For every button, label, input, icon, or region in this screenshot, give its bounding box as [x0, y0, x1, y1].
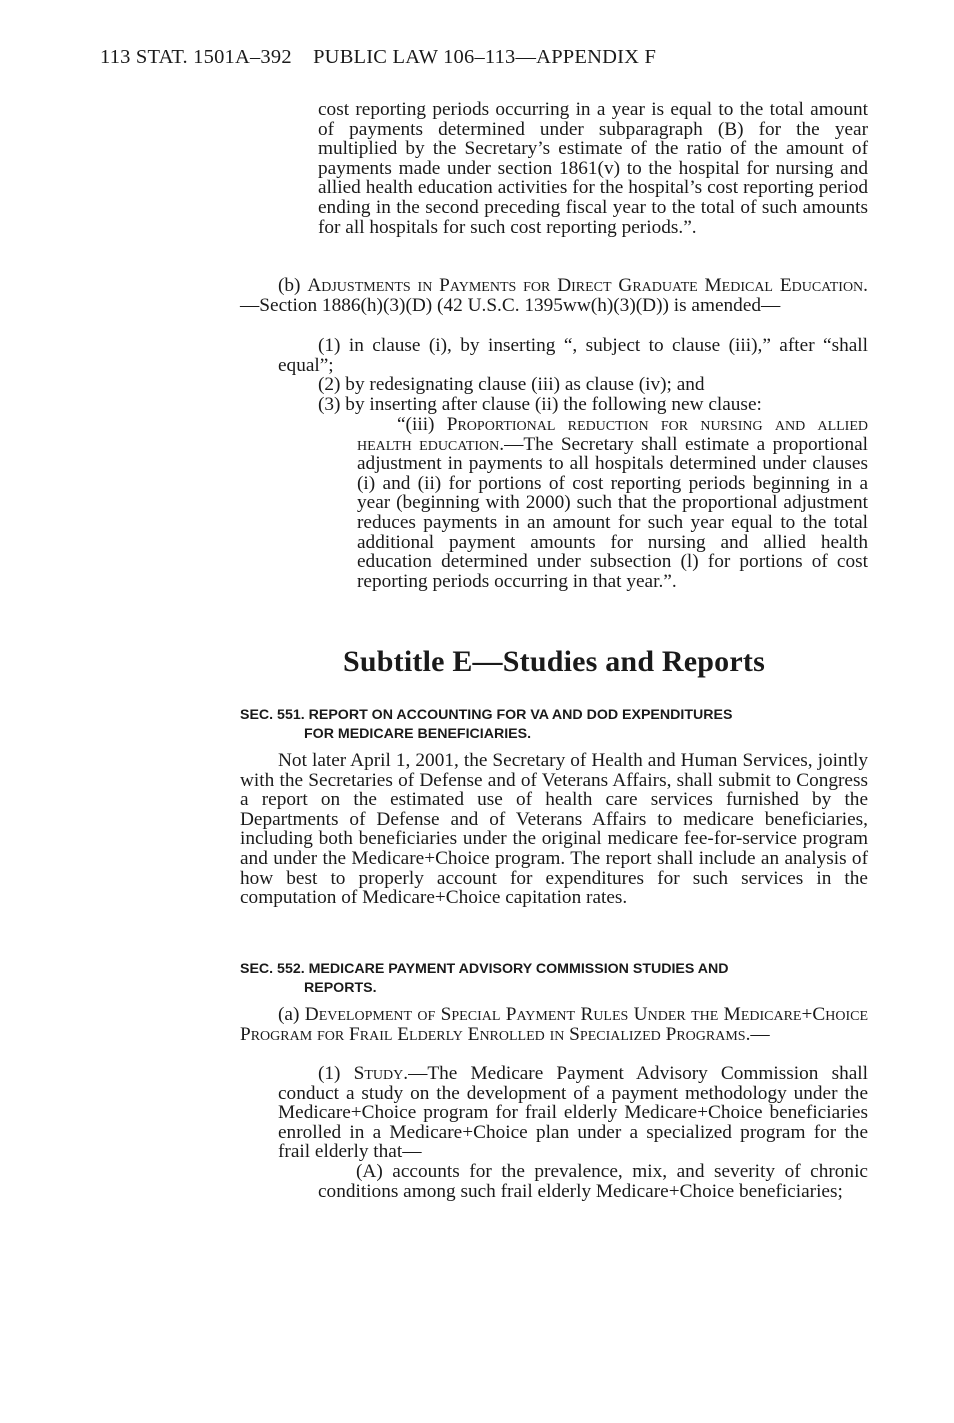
subsection-b — [240, 276, 868, 315]
subsection-a-label: (a) — [278, 1004, 305, 1025]
sec-551-heading-line2: FOR MEDICARE BENEFICIARIES. — [304, 726, 532, 742]
subsection-b-text: —Section 1886(h)(3)(D) (42 U.S.C. 1395ww(h)(3)(D)) is amended— — [240, 294, 781, 316]
sec-551-heading-line1: SEC. 551. REPORT ON ACCOUNTING FOR VA AND DOD EXPENDITURES — [240, 707, 733, 723]
clause-heading: Proportional reduction for nursing and allied health education. — [357, 414, 868, 455]
clause-text: —The Secretary shall estimate a proportional adjustment in payments to all hospitals determined under clauses (i) and (ii) for portions of cost reporting periods beginning in a year (beginning with 2000) such that the proportional adjustment reduces payments in an amount for such year equal to the total additional payment amounts for nursing and allied health education determined under subsection (l) for portions of cost reporting periods occurring in that year.”. — [357, 433, 868, 592]
subsection-a-heading: Development of Special Payment Rules Under the Medicare+Choice Program for Frail Elderly Enrolled in Specialized Programs. — [240, 1004, 868, 1045]
study-heading: Study. — [353, 1063, 409, 1084]
page-header: 113 STAT. 1501A–392 PUBLIC LAW 106–113—APPENDIX F — [100, 46, 657, 68]
sec-552-heading-line2: REPORTS. — [304, 980, 377, 996]
inserted-clause-iii — [357, 415, 868, 591]
amendment-item-3: (3) by inserting after clause (ii) the following new clause: — [318, 394, 762, 415]
subsection-a — [240, 1005, 868, 1044]
sec-552-heading — [240, 960, 868, 998]
subsection-b-label: (b) — [278, 275, 308, 296]
sec-552-heading-line1: SEC. 552. MEDICARE PAYMENT ADVISORY COMMISSION STUDIES AND — [240, 961, 729, 977]
subtitle-heading: Subtitle E—Studies and Reports — [343, 645, 765, 678]
clause-label: “(iii) — [397, 414, 447, 435]
sec-551-body: Not later April 1, 2001, the Secretary of Health and Human Services, jointly with the Secretaries of Defense and of Veterans Affairs, shall submit to Congress a report on the estimated use of health care services furnished by the Departments of Defense and of Veterans Affairs to medicare beneficiaries, including both beneficiaries under the original medicare fee-for-service program and under the Medicare+Choice program. The report shall include an analysis of how best to properly account for expenditures for such services in the computation of Medicare+Choice capitation rates. — [240, 750, 868, 909]
amendment-item-2: (2) by redesignating clause (iii) as clause (iv); and — [318, 374, 705, 395]
subsection-a-dash: — — [750, 1023, 770, 1045]
subsection-b-heading: Adjustments in Payments for Direct Graduate Medical Education. — [307, 275, 868, 296]
study-text: —The Medicare Payment Advisory Commission shall conduct a study on the development of a payment methodology under the Medicare+Choice program for frail elderly Medicare+Choice beneficiaries enrolled in a Medicare+Choice plan under a specialized program for the frail elderly that— — [278, 1063, 868, 1163]
sec-551-heading — [240, 706, 868, 744]
paragraph-1-study — [278, 1064, 868, 1162]
study-label: (1) — [318, 1063, 354, 1084]
continuation-paragraph: cost reporting periods occurring in a year is equal to the total amount of payments determined under subparagraph (B) for the year multiplied by the Secretary’s estimate of the ratio of the amount of payments made under section 1861(v) to the hospital for nursing and allied health education activities for the hospital’s cost reporting period ending in the second preceding fiscal year to the total of such amounts for all hospitals for such cost reporting periods.”. — [318, 99, 868, 238]
subparagraph-a: (A) accounts for the prevalence, mix, and severity of chronic conditions among such frail elderly Medicare+Choice beneficiaries; — [318, 1161, 868, 1202]
amendment-item-1: (1) in clause (i), by inserting “, subject to clause (iii),” after “shall equal”; — [278, 335, 868, 376]
